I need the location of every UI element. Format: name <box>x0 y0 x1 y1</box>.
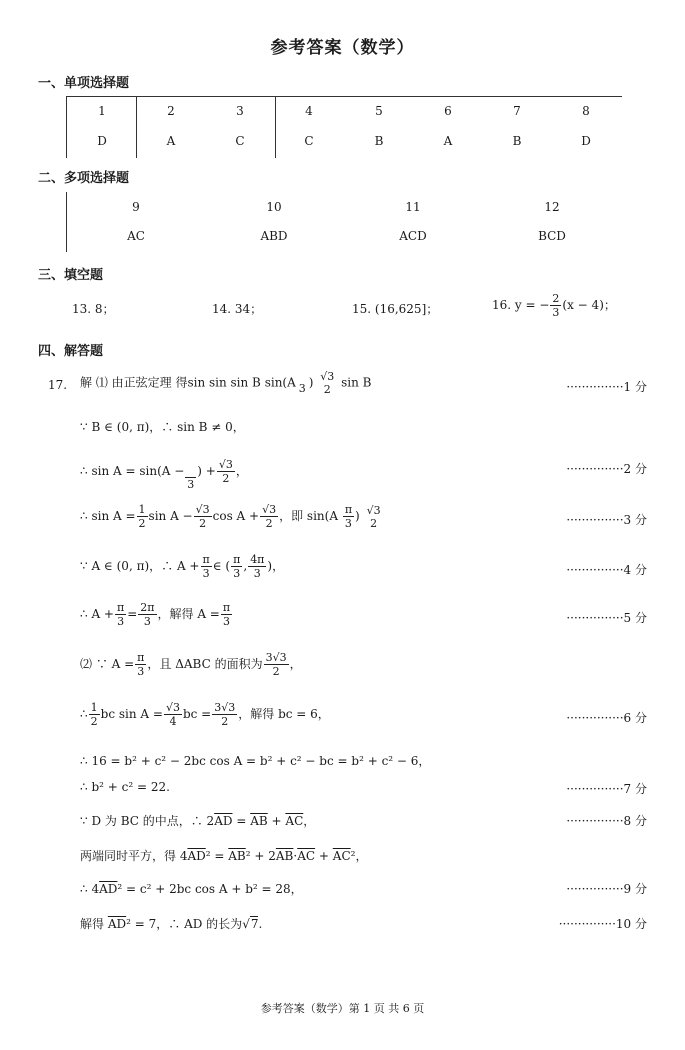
fraction <box>194 503 212 530</box>
line-text: . <box>258 917 263 931</box>
section-fill-blank: 三、填空题 <box>38 268 104 283</box>
fraction-numerator <box>185 464 196 478</box>
single-ans-8: D <box>581 134 591 148</box>
line-text: ² = <box>205 849 225 863</box>
score-6: ···············6 分 <box>566 711 647 725</box>
single-num-1: 1 <box>98 104 106 118</box>
single-ans-2: A <box>166 134 176 148</box>
single-num-5: 5 <box>375 104 383 118</box>
line-text: ²， <box>350 849 368 863</box>
fraction-denominator: 4 <box>169 715 177 728</box>
fraction <box>231 553 242 580</box>
solution-line-14: 解得 $\overline{AD}^2 = 7$，∴ AD 的长为√7. <box>80 917 263 931</box>
fraction-denominator: 3 <box>202 567 210 580</box>
line-text: bc = <box>182 707 212 721</box>
fill-16-prefix: 16. y = − <box>492 298 550 312</box>
vector-ab: $\overline{AB}$ <box>275 849 294 863</box>
vector-ad: $\overline{AD}$ <box>107 917 127 931</box>
line-text: ∴ A + <box>80 607 114 621</box>
solution-line-13 <box>80 880 303 897</box>
fraction-numerator: 4π <box>250 553 265 566</box>
fill-16-fraction <box>550 292 561 319</box>
fraction-numerator: 3√3 <box>265 651 287 664</box>
fraction <box>264 651 289 678</box>
single-ans-7: B <box>512 134 522 148</box>
multi-num-9: 9 <box>132 200 140 214</box>
single-num-8: 8 <box>582 104 590 118</box>
fraction-numerator: π <box>233 553 241 566</box>
fraction-numerator: 2 <box>552 292 560 305</box>
fraction <box>217 458 235 485</box>
page-title: 参考答案（数学） <box>270 38 415 58</box>
single-num-6: 6 <box>444 104 452 118</box>
fraction-denominator: 2 <box>370 516 378 530</box>
multi-num-12: 12 <box>544 200 560 214</box>
fraction-denominator: 3 <box>117 615 125 628</box>
solution-line-4 <box>80 503 384 530</box>
line-text: ，即 sin(A <box>279 509 338 523</box>
fraction-numerator: √3 <box>195 503 210 516</box>
fraction <box>343 503 354 530</box>
fraction-denominator: 3 <box>298 381 306 395</box>
score-4: ···············4 分 <box>566 563 647 577</box>
fraction-denominator: 2 <box>222 472 230 485</box>
fraction <box>138 601 156 628</box>
multi-num-11: 11 <box>405 200 421 214</box>
single-ans-4: C <box>304 134 314 148</box>
solution-line-7 <box>80 651 302 678</box>
solution-line-8 <box>80 701 330 728</box>
score-1: ···············1 分 <box>566 380 647 394</box>
vector-ad: $\overline{AD}$ <box>99 882 118 896</box>
single-ans-3: C <box>235 134 245 148</box>
fill-16-suffix: (x − 4)； <box>562 298 616 312</box>
fraction-denominator: 3 <box>253 567 261 580</box>
solution-line-12 <box>80 847 367 864</box>
fraction <box>164 701 182 728</box>
vector-ad: $\overline{AD}$ <box>187 849 206 863</box>
line-text: ² = 7，∴ AD 的长为 <box>126 917 243 931</box>
single-num-3: 3 <box>236 104 244 118</box>
line-text: ) + <box>197 464 216 478</box>
vector-ac: $\overline{AC}$ <box>297 849 316 863</box>
fraction-numerator: √3 <box>320 370 335 383</box>
line-text: ∵ D 为 BC 的中点，∴ 2 <box>80 814 215 828</box>
line-text: ∴ <box>80 707 88 721</box>
line-text: bc sin A = <box>100 707 163 721</box>
vector-ac: $\overline{AC}$ <box>332 849 351 863</box>
fraction-denominator: 3 <box>137 665 145 678</box>
line-text: , <box>243 559 248 573</box>
fraction <box>248 553 266 580</box>
sqrt-value: 7 <box>250 917 259 931</box>
fraction <box>318 370 336 396</box>
score-9: ···············9 分 <box>566 882 647 896</box>
fraction-denominator: 3 <box>222 615 230 628</box>
line-text: ，解得 A = <box>157 607 220 621</box>
fill-answer-16 <box>492 292 616 319</box>
fraction-numerator: 2π <box>140 601 155 614</box>
line-text: · <box>293 849 298 863</box>
vector-ac: $\overline{AC}$ <box>285 814 304 828</box>
single-ans-1: D <box>97 134 107 148</box>
fraction-numerator: 1 <box>138 503 146 516</box>
line-text: ) <box>355 509 360 523</box>
fraction <box>185 464 196 491</box>
fraction-denominator: 3 <box>143 615 151 628</box>
fraction-denominator: 2 <box>323 383 331 396</box>
table-rule-1 <box>136 96 137 158</box>
line-text: sin A − <box>148 509 193 523</box>
fraction-numerator: π <box>222 601 231 614</box>
line-text: )， <box>267 559 285 573</box>
score-8: ···············8 分 <box>566 814 647 828</box>
fraction-denominator: 3 <box>344 517 352 530</box>
fraction <box>297 382 308 395</box>
single-ans-5: B <box>374 134 384 148</box>
single-num-4: 4 <box>305 104 313 118</box>
fraction <box>212 701 237 728</box>
section-solutions: 四、解答题 <box>38 344 104 359</box>
fraction-numerator: π <box>116 601 125 614</box>
fraction-numerator: π <box>344 503 353 516</box>
fraction <box>135 651 146 678</box>
fraction <box>137 503 148 530</box>
line-text: 解 ⑴ 由正弦定理 得sin sin sin B sin(A <box>80 375 296 390</box>
solution-line-9: ∴ 16 = b² + c² − 2bc cos A = b² + c² − bc = b² + c² − 6， <box>80 754 431 768</box>
line-text: cos A + <box>212 509 260 523</box>
solution-line-11 <box>80 812 315 829</box>
question-number-17: 17. <box>48 378 68 392</box>
line-text: ∴ 4 <box>80 882 100 896</box>
line-text: sin B <box>341 375 372 390</box>
table-rule-left <box>66 96 67 158</box>
vector-ab: $\overline{AB}$ <box>250 814 268 828</box>
line-text: ， <box>303 814 316 828</box>
line-text: ∴ sin A = <box>80 509 136 523</box>
fraction-denominator: 2 <box>199 517 207 530</box>
score-7: ···············7 分 <box>566 782 647 796</box>
score-3: ···············3 分 <box>566 513 647 527</box>
score-10: ···············10 分 <box>558 917 647 931</box>
fraction <box>221 601 232 628</box>
multi-ans-10: ABD <box>260 229 288 243</box>
section-single-choice: 一、单项选择题 <box>38 76 130 91</box>
solution-line-2: ∵ B ∈ (0, π)，∴ sin B ≠ 0， <box>80 420 245 434</box>
fraction-denominator: 2 <box>221 715 229 728</box>
line-text: ∈ ( <box>212 559 231 573</box>
fraction <box>115 601 126 628</box>
fraction <box>89 701 100 728</box>
section-multi-choice: 二、多项选择题 <box>38 171 130 186</box>
fraction-numerator: 1 <box>90 701 98 714</box>
page-footer: 参考答案（数学）第 1 页 共 6 页 <box>260 1002 425 1015</box>
single-num-2: 2 <box>167 104 175 118</box>
fraction-denominator: 3 <box>552 306 560 319</box>
fraction-denominator: 3 <box>233 567 241 580</box>
line-text: ，解得 bc = 6， <box>238 707 330 721</box>
line-text: = <box>127 607 138 621</box>
fill-answer-13: 13. 8； <box>72 302 115 316</box>
solution-line-6 <box>80 601 233 628</box>
line-text: ⑵ ∵ A = <box>80 657 135 671</box>
table-rule-2 <box>275 96 276 158</box>
fraction <box>260 503 278 530</box>
fraction-denominator: 2 <box>265 517 273 530</box>
vector-ad: $\overline{AD}$ <box>214 814 233 828</box>
fraction-denominator: 2 <box>138 517 146 530</box>
line-text: ² = c² + 2bc cos A + b² = 28， <box>117 882 303 896</box>
solution-line-3 <box>80 452 248 491</box>
table-rule-left <box>66 192 67 252</box>
score-5: ···············5 分 <box>566 611 647 625</box>
multi-ans-12: BCD <box>538 229 566 243</box>
solution-line-5 <box>80 553 284 580</box>
fraction-numerator: √3 <box>218 458 233 471</box>
line-text: + <box>318 849 329 863</box>
fraction-numerator: π <box>137 651 145 664</box>
line-text: ² + 2 <box>245 849 276 863</box>
line-text: ， <box>235 464 248 478</box>
fill-answer-14: 14. 34； <box>212 302 263 316</box>
fraction-numerator: √3 <box>165 701 180 714</box>
multi-ans-11: ACD <box>399 229 427 243</box>
single-ans-6: A <box>443 134 453 148</box>
fraction-denominator: 2 <box>272 665 280 678</box>
line-text: + <box>271 814 282 828</box>
fraction-numerator: √3 <box>366 503 381 517</box>
fraction-denominator: 2 <box>90 715 98 728</box>
solution-line-1: 解 ⑴ 由正弦定理 得sin sin sin B sin(A 3 ) √3 2 sin B <box>80 370 372 396</box>
fraction <box>201 553 212 580</box>
line-text: 解得 <box>80 917 105 931</box>
multi-ans-9: AC <box>127 229 145 243</box>
line-text: 两端同时平方，得 4 <box>80 849 188 863</box>
line-text: ∵ A ∈ (0, π)，∴ A + <box>80 559 200 573</box>
fraction <box>365 504 383 530</box>
fraction-numerator: 3√3 <box>214 701 236 714</box>
score-2: ···············2 分 <box>566 462 647 476</box>
fill-answer-15: 15. (16,625]； <box>352 302 439 316</box>
fraction-numerator: √3 <box>262 503 277 516</box>
fraction-numerator: π <box>202 553 210 566</box>
table-top-rule <box>66 96 622 97</box>
multi-num-10: 10 <box>266 200 282 214</box>
line-text: ， <box>289 657 302 671</box>
solution-line-10: ∴ b² + c² = 22. <box>80 780 170 794</box>
single-choice-table <box>66 96 622 158</box>
vector-ab: $\overline{AB}$ <box>228 849 246 863</box>
multi-choice-table <box>66 192 622 252</box>
fraction-denominator: 3 <box>187 478 195 491</box>
line-text: ∴ sin A = sin(A − <box>80 464 185 478</box>
single-num-7: 7 <box>513 104 521 118</box>
line-text: = <box>236 814 247 828</box>
line-text: ，且 ΔABC 的面积为 <box>147 657 263 671</box>
